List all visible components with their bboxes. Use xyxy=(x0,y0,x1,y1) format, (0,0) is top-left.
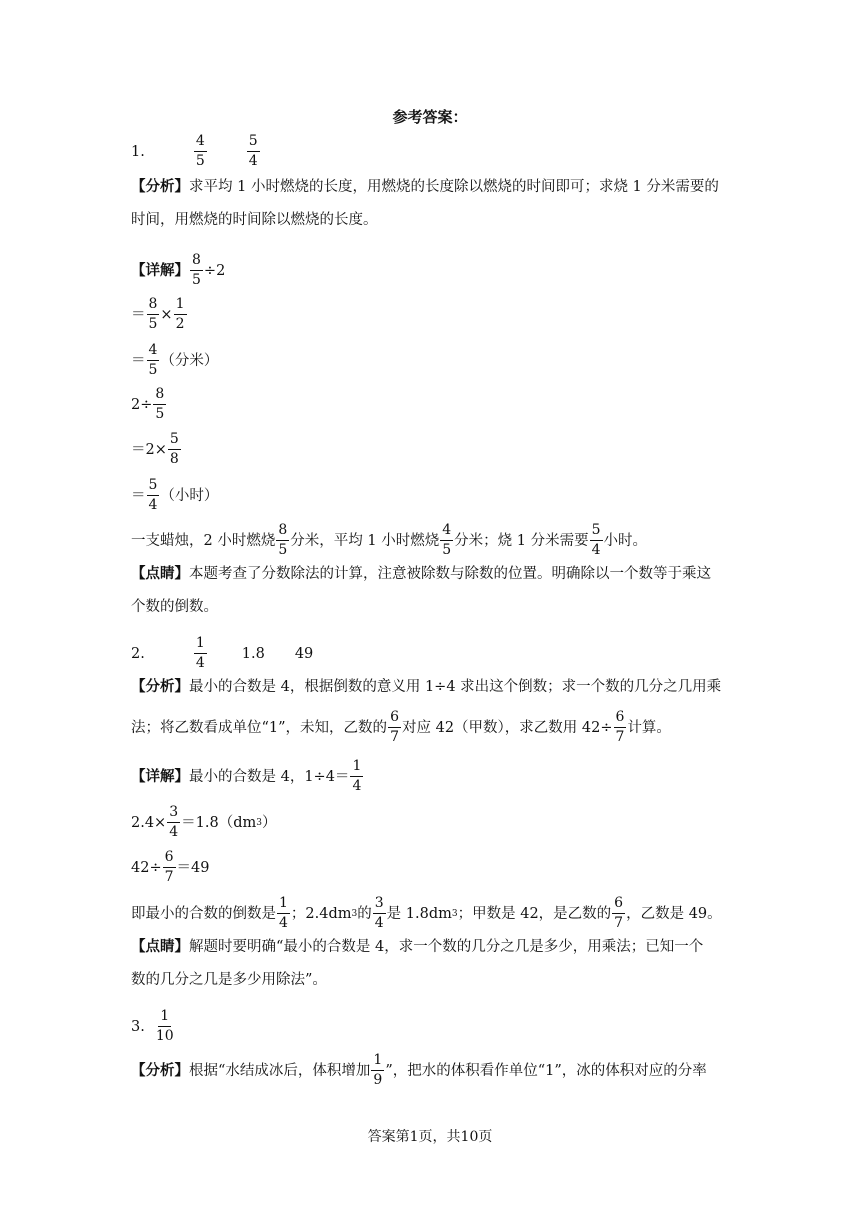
q1-detail-step-6: ＝ $\frac{5}{4}$ （小时） xyxy=(131,477,219,513)
q1-answer-2: $\frac{5}{4}$ xyxy=(248,133,258,169)
q2-comment-line-1: 【点睛】 解题时要明确“最小的合数是 4，求一个数的几分之几是多少，用乘法；已知一个 xyxy=(131,938,704,955)
q1-answer-1: $\frac{4}{5}$ xyxy=(195,133,205,169)
q1-detail-step-2: ＝ $\frac{8}{5}$ × $\frac{1}{2}$ xyxy=(131,296,185,332)
q2-detail-step-3: 42÷ $\frac{6}{7}$ ＝49 xyxy=(131,849,210,885)
q1-detail-step-4: 2÷ $\frac{8}{5}$ xyxy=(131,386,165,422)
q2-analysis-line-1: 【分析】 最小的合数是 4，根据倒数的意义用 1÷4 求出这个倒数；求一个数的几分之几用乘 xyxy=(131,678,722,695)
q2-comment-line-2: 数的几分之几是多少用除法”。 xyxy=(131,972,327,988)
q2-detail-step-1: 【详解】 最小的合数是 4，1÷4＝ $\frac{1}{4}$ xyxy=(131,758,362,794)
q3-analysis-line-1: 【分析】 根据“水结成冰后，体积增加 $\frac{1}{9}$ ”，把水的体积看作单位“1”，冰的体积对应的分率 xyxy=(131,1052,707,1088)
q2-answer-line: 2. $\frac{1}{4}$ 1.8 49 xyxy=(131,635,314,671)
q3-answer-line: 3. $\frac{1}{10}$ xyxy=(131,1008,174,1044)
q1-comment-line-1: 【点睛】 本题考查了分数除法的计算，注意被除数与除数的位置。明确除以一个数等于乘这 xyxy=(131,565,711,582)
q2-conclusion: 即最小的合数的倒数是 $\frac{1}{4}$ ；2.4dm 3 的 $\frac{3}{4}$ 是 1.8dm 3 ；甲数是 42，是乙数的 $\frac{6}{7}$ ，乙数是 49。 xyxy=(131,895,722,931)
q1-analysis-line-2: 时间，用燃烧的时间除以燃烧的长度。 xyxy=(131,212,378,228)
page-footer: 答案第1页，共10页 xyxy=(367,1129,493,1145)
page-title: 参考答案： xyxy=(392,108,468,126)
q1-detail-step-5: ＝2× $\frac{5}{8}$ xyxy=(131,431,179,467)
q2-detail-step-2: 2.4× $\frac{3}{4}$ ＝1.8（dm 3 ） xyxy=(131,804,277,840)
q1-detail-step-1: 【详解】 $\frac{8}{5}$ ÷2 xyxy=(131,252,226,288)
q1-analysis-line-1: 【分析】 求平均 1 小时燃烧的长度，用燃烧的长度除以燃烧的时间即可；求烧 1 分米需要的 xyxy=(131,178,719,195)
q1-detail-step-3: ＝ $\frac{4}{5}$ （分米） xyxy=(131,342,219,378)
q1-conclusion: 一支蜡烛，2 小时燃烧 $\frac{8}{5}$ 分米，平均 1 小时燃烧 $\frac{4}{5}$ 分米；烧 1 分米需要 $\frac{5}{4}$ 小时。 xyxy=(131,522,648,558)
q1-number: 1. xyxy=(131,143,145,160)
q3-number: 3. xyxy=(131,1018,145,1035)
q1-comment-line-2: 个数的倒数。 xyxy=(131,599,218,615)
q2-analysis-line-2: 法；将乙数看成单位“1”，未知，乙数的 $\frac{6}{7}$ 对应 42（甲数），求乙数用 42÷ $\frac{6}{7}$ 计算。 xyxy=(131,709,671,745)
q2-number: 2. xyxy=(131,645,145,662)
q1-answer-line xyxy=(131,133,261,170)
